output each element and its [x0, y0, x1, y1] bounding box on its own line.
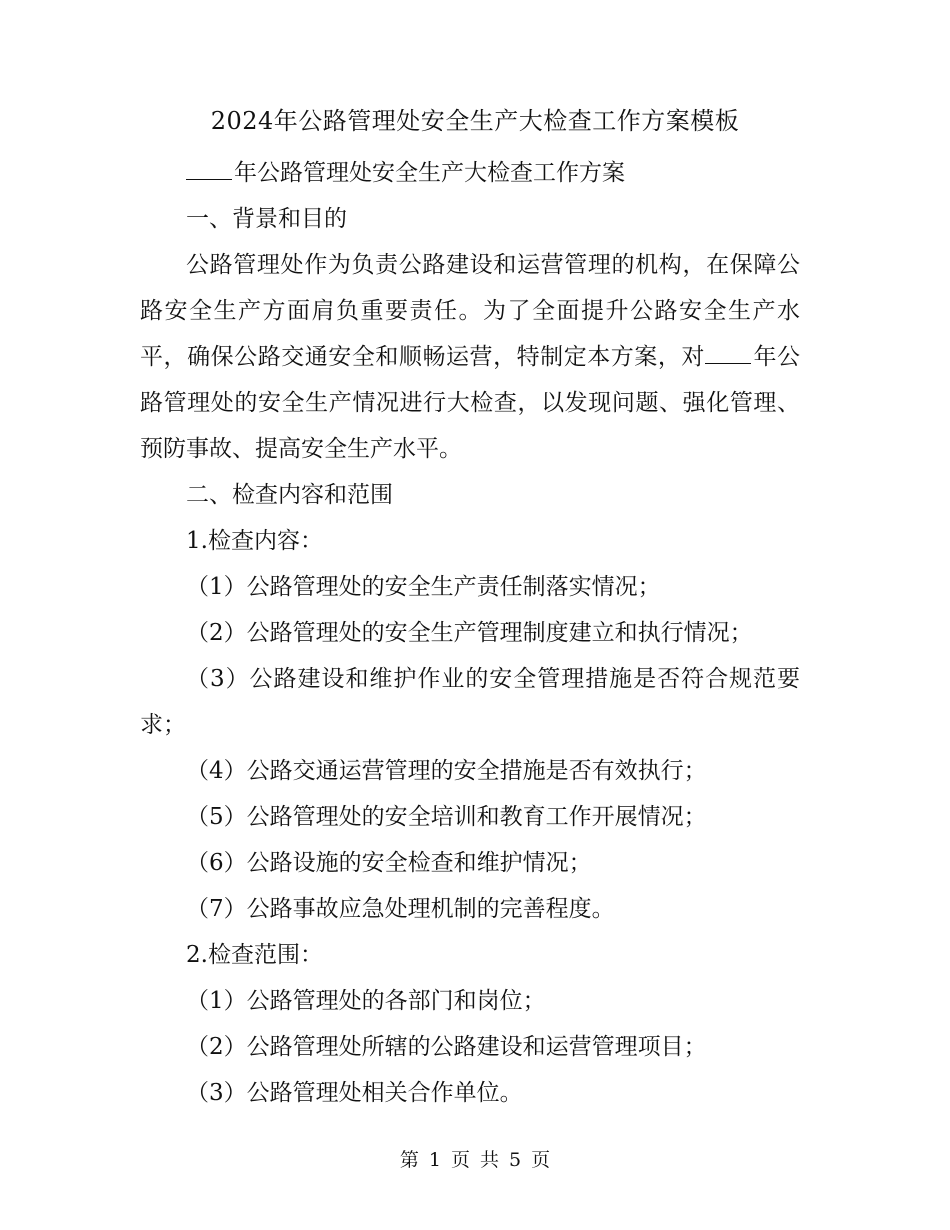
content-item: （7）公路事故应急处理机制的完善程度。	[186, 896, 615, 922]
page-number-footer: 第 1 页 共 5 页	[399, 1149, 551, 1171]
document-title: 2024年公路管理处安全生产大检查工作方案模板	[210, 107, 740, 135]
content-item: （6）公路设施的安全检查和维护情况；	[186, 850, 592, 876]
content-item: （4）公路交通运营管理的安全措施是否有效执行；	[186, 758, 707, 784]
scope-item: （1）公路管理处的各部门和岗位；	[186, 988, 546, 1014]
content-item: （1）公路管理处的安全生产责任制落实情况；	[186, 574, 661, 600]
section-heading-scope: 二、检查内容和范围	[186, 482, 393, 508]
section-heading-background: 一、背景和目的	[186, 206, 347, 232]
scope-item: （3）公路管理处相关合作单位。	[186, 1080, 523, 1106]
document-subtitle	[140, 150, 800, 196]
subtitle-text: 年公路管理处安全生产大检查工作方案	[234, 160, 625, 186]
scope-item: （2）公路管理处所辖的公路建设和运营管理项目；	[186, 1034, 707, 1060]
subheading-content: 1.检查内容：	[186, 528, 323, 554]
blank-underline	[186, 157, 232, 180]
content-item: （3）公路建设和维护作业的安全管理措施是否符合规范要求；	[140, 666, 800, 738]
blank-underline	[705, 341, 751, 364]
content-item: （5）公路管理处的安全培训和教育工作开展情况；	[186, 804, 707, 830]
document-body	[140, 150, 800, 1116]
paragraph-text-part2: 年公路管理处的安全生产情况进行大检查，以发现问题、强化管理、预防事故、提高安全生产水平。	[140, 344, 801, 462]
subheading-scope: 2.检查范围：	[186, 942, 323, 968]
content-item: （2）公路管理处的安全生产管理制度建立和执行情况；	[186, 620, 753, 646]
paragraph-text-part1: 公路管理处作为负责公路建设和运营管理的机构，在保障公路安全生产方面肩负重要责任。为了全面提升公路安全生产水平，确保公路交通安全和顺畅运营，特制定本方案，对	[140, 252, 800, 370]
background-paragraph	[140, 242, 800, 472]
